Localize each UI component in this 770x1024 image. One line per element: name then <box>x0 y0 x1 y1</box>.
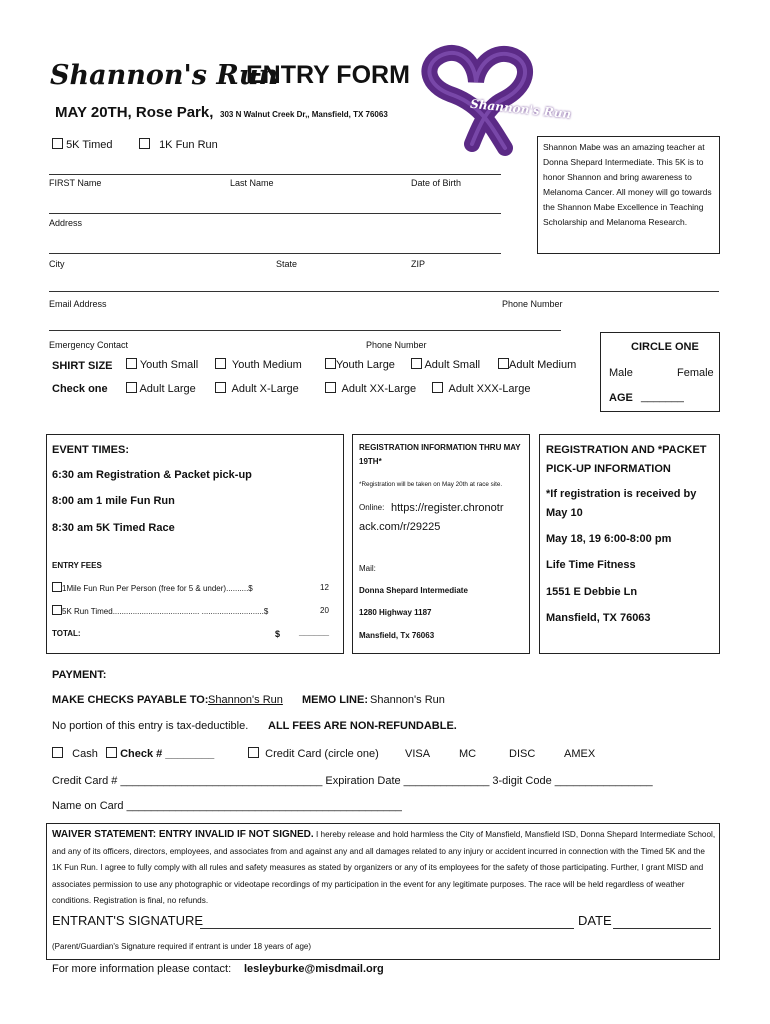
shirt-adult-medium[interactable] <box>498 358 576 371</box>
fees-note: ALL FEES ARE NON-REFUNDABLE. <box>268 720 457 732</box>
shirt-adult-large[interactable] <box>126 382 196 395</box>
mail-line-2: 1280 Highway 1187 <box>359 608 432 617</box>
waiver-title: WAIVER STATEMENT: ENTRY INVALID IF NOT SIGNED. <box>52 829 314 840</box>
pickup-note: *If registration is received by May 10 <box>546 488 697 519</box>
name-on-card-line[interactable]: Name on Card _____________________________________________ <box>52 800 402 812</box>
shirt-adult-xxlarge[interactable] <box>325 382 416 395</box>
option-label: Adult Large <box>139 383 196 395</box>
address-line[interactable] <box>49 213 501 214</box>
title-script: Shannon's Run <box>50 60 279 91</box>
pickup-street: 1551 E Debbie Ln <box>546 586 638 598</box>
waiver-box <box>46 823 720 960</box>
event-item: 6:30 am Registration & Packet pick-up <box>52 469 252 481</box>
option-label: Cash <box>72 748 98 760</box>
online-url[interactable]: https://register.chronotrack.com/r/29225 <box>359 502 504 533</box>
card-amex[interactable]: AMEX <box>564 748 596 760</box>
age-label: AGE <box>609 392 633 404</box>
option-label: Youth Medium <box>231 359 302 371</box>
pickup-date: May 18, 19 6:00-8:00 pm <box>546 533 672 545</box>
phone-label: Phone Number <box>502 299 563 309</box>
checkbox[interactable] <box>411 358 422 369</box>
checkbox[interactable] <box>325 382 336 393</box>
circle-one-title: CIRCLE ONE <box>631 341 699 353</box>
check-one-label: Check one <box>52 383 108 395</box>
fee-label: 1Mile Fun Run Per Person (free for 5 & under)..........$ <box>62 584 253 593</box>
total-sign: $ <box>275 629 281 639</box>
pickup-title: REGISTRATION AND *PACKET PICK-UP INFORMATION <box>546 444 707 475</box>
date-location: MAY 20TH, Rose Park, <box>55 104 214 121</box>
checkbox[interactable] <box>498 358 509 369</box>
fee-1mile-value: 12 <box>320 583 329 592</box>
female-option[interactable]: Female <box>677 367 714 379</box>
mail-line-1: Donna Shepard Intermediate <box>359 586 468 595</box>
option-label: Youth Small <box>139 359 199 371</box>
fee-1mile[interactable] <box>52 582 253 593</box>
emergency-label: Emergency Contact <box>49 340 129 350</box>
option-label: Check # ________ <box>120 748 215 760</box>
memo-label: MEMO LINE: <box>302 694 368 706</box>
card-mc[interactable]: MC <box>459 748 477 760</box>
credit-card-line[interactable]: Credit Card # _________________________________ Expiration Date ______________ 3-digit Code ________________ <box>52 775 653 787</box>
registration-box <box>352 434 530 654</box>
option-label: Credit Card (circle one) <box>265 748 379 760</box>
race-1k-label: 1K Fun Run <box>159 139 218 151</box>
checkbox[interactable] <box>52 747 63 758</box>
card-disc[interactable]: DISC <box>509 748 536 760</box>
event-item: 8:00 am 1 mile Fun Run <box>52 495 175 507</box>
checkbox-5k[interactable] <box>52 138 63 149</box>
payable-value: Shannon's Run <box>208 694 283 706</box>
race-5k-label: 5K Timed <box>66 139 113 151</box>
pay-cash[interactable] <box>52 747 98 760</box>
mail-line-3: Mansfield, Tx 76063 <box>359 631 435 640</box>
checkbox[interactable] <box>52 582 62 592</box>
signature-date-line[interactable] <box>613 928 711 929</box>
option-label: Youth Large <box>336 359 395 371</box>
race-1k-option[interactable] <box>139 138 218 151</box>
online-label: Online: <box>359 503 385 512</box>
option-label: Adult X-Large <box>231 383 299 395</box>
pay-check[interactable] <box>106 747 214 760</box>
checkbox[interactable] <box>106 747 117 758</box>
fee-5k[interactable] <box>52 605 268 616</box>
signature-line[interactable] <box>200 928 574 929</box>
signature-label: ENTRANT'S SIGNATURE <box>52 913 204 928</box>
pickup-box <box>539 434 720 654</box>
tax-note: No portion of this entry is tax-deductible. <box>52 720 249 732</box>
contact-email[interactable]: lesleyburke@misdmail.org <box>244 963 384 975</box>
checkbox[interactable] <box>325 358 336 369</box>
payable-label: MAKE CHECKS PAYABLE TO: <box>52 694 209 706</box>
checkbox[interactable] <box>215 358 226 369</box>
shirt-adult-xlarge[interactable] <box>215 382 299 395</box>
pickup-city: Mansfield, TX 76063 <box>546 612 651 624</box>
fee-label: 5K Run Timed....................................... ............................$ <box>62 607 269 616</box>
male-option[interactable]: Male <box>609 367 633 379</box>
email-line[interactable] <box>49 291 719 292</box>
intro-box <box>537 136 720 254</box>
checkbox-1k[interactable] <box>139 138 150 149</box>
emergency-phone-label: Phone Number <box>366 340 427 350</box>
zip-label: ZIP <box>411 259 426 269</box>
fee-5k-value: 20 <box>320 606 329 615</box>
race-5k-option[interactable] <box>52 138 113 151</box>
total-label: TOTAL: <box>52 629 81 638</box>
registration-title: REGISTRATION INFORMATION THRU MAY 19TH* <box>359 443 521 466</box>
event-times-title: EVENT TIMES: <box>52 444 130 456</box>
last-name-label: Last Name <box>230 178 274 188</box>
name-line[interactable] <box>49 174 501 175</box>
entry-fees-title: ENTRY FEES <box>52 561 102 570</box>
option-label: Adult Small <box>424 359 481 371</box>
state-label: State <box>276 259 298 269</box>
shirt-size-label: SHIRT SIZE <box>52 360 113 372</box>
city-line[interactable] <box>49 253 501 254</box>
dob-label: Date of Birth <box>411 178 462 188</box>
age-field[interactable]: _______ <box>641 391 684 403</box>
checkbox[interactable] <box>432 382 443 393</box>
shirt-youth-medium[interactable] <box>215 358 302 371</box>
checkbox[interactable] <box>126 382 137 393</box>
option-label: Adult XX-Large <box>341 383 417 395</box>
first-name-label: FIRST Name <box>49 178 102 188</box>
option-label: Adult Medium <box>509 359 577 371</box>
total-field[interactable]: ______ <box>299 627 330 637</box>
memo-value: Shannon's Run <box>370 694 445 706</box>
shirt-youth-large[interactable] <box>325 358 395 371</box>
waiver-text: I hereby release and hold harmless the City of Mansfield, Mansfield ISD, Donna Shepard Intermediate School, and any of its officers, directors, employees, and associates from and against any and all damages related to any injury or accident incurred in connection with the Timed 5K and the 1K Fun Run. I agree to fully comply with all rules and safety measures as stated by organizers or any of its employees for the safety of those participating. Further, I grant MISD and associates permission to use any photographic or videotape recordings of my participation in the event for any legitimate purposes. The race will be held regardless of weather conditions. Registration is final, no refunds. <box>52 830 716 905</box>
pay-credit[interactable] <box>248 747 379 760</box>
shirt-adult-small[interactable] <box>411 358 480 371</box>
checkbox[interactable] <box>248 747 259 758</box>
event-item: 8:30 am 5K Timed Race <box>52 522 175 534</box>
checkbox[interactable] <box>215 382 226 393</box>
intro-text: Shannon Mabe was an amazing teacher at Donna Shepard Intermediate. This 5K is to honor Shannon and bring awareness to Melanoma Cancer. All money will go towards the Shannon Mabe Excellence in Teaching Scholarship and Melanoma Research. <box>543 142 712 227</box>
date-label: DATE <box>578 913 612 928</box>
city-label: City <box>49 259 65 269</box>
title-main: ENTRY FORM <box>246 61 410 89</box>
address-label: Address <box>49 218 83 228</box>
waiver-paragraph <box>52 827 716 910</box>
event-times-box <box>46 434 344 654</box>
pickup-place: Life Time Fitness <box>546 559 636 571</box>
shirt-adult-xxxlarge[interactable] <box>432 382 530 395</box>
circle-one-box <box>600 332 720 412</box>
option-label: Adult XXX-Large <box>448 383 531 395</box>
logo-text: Shannon's Run <box>469 96 572 122</box>
contact-label: For more information please contact: <box>52 963 232 975</box>
emergency-line[interactable] <box>49 330 561 331</box>
shirt-youth-small[interactable] <box>126 358 198 371</box>
checkbox[interactable] <box>52 605 62 615</box>
email-label: Email Address <box>49 299 107 309</box>
checkbox[interactable] <box>126 358 137 369</box>
payment-title: PAYMENT: <box>52 669 107 681</box>
mail-label: Mail: <box>359 564 376 573</box>
registration-note: *Registration will be taken on May 20th at race site. <box>359 481 503 488</box>
guardian-note: (Parent/Guardian's Signature required if entrant is under 18 years of age) <box>52 942 312 951</box>
event-address: 303 N Walnut Creek Dr,, Mansfield, TX 76063 <box>220 110 388 119</box>
card-visa[interactable]: VISA <box>405 748 431 760</box>
